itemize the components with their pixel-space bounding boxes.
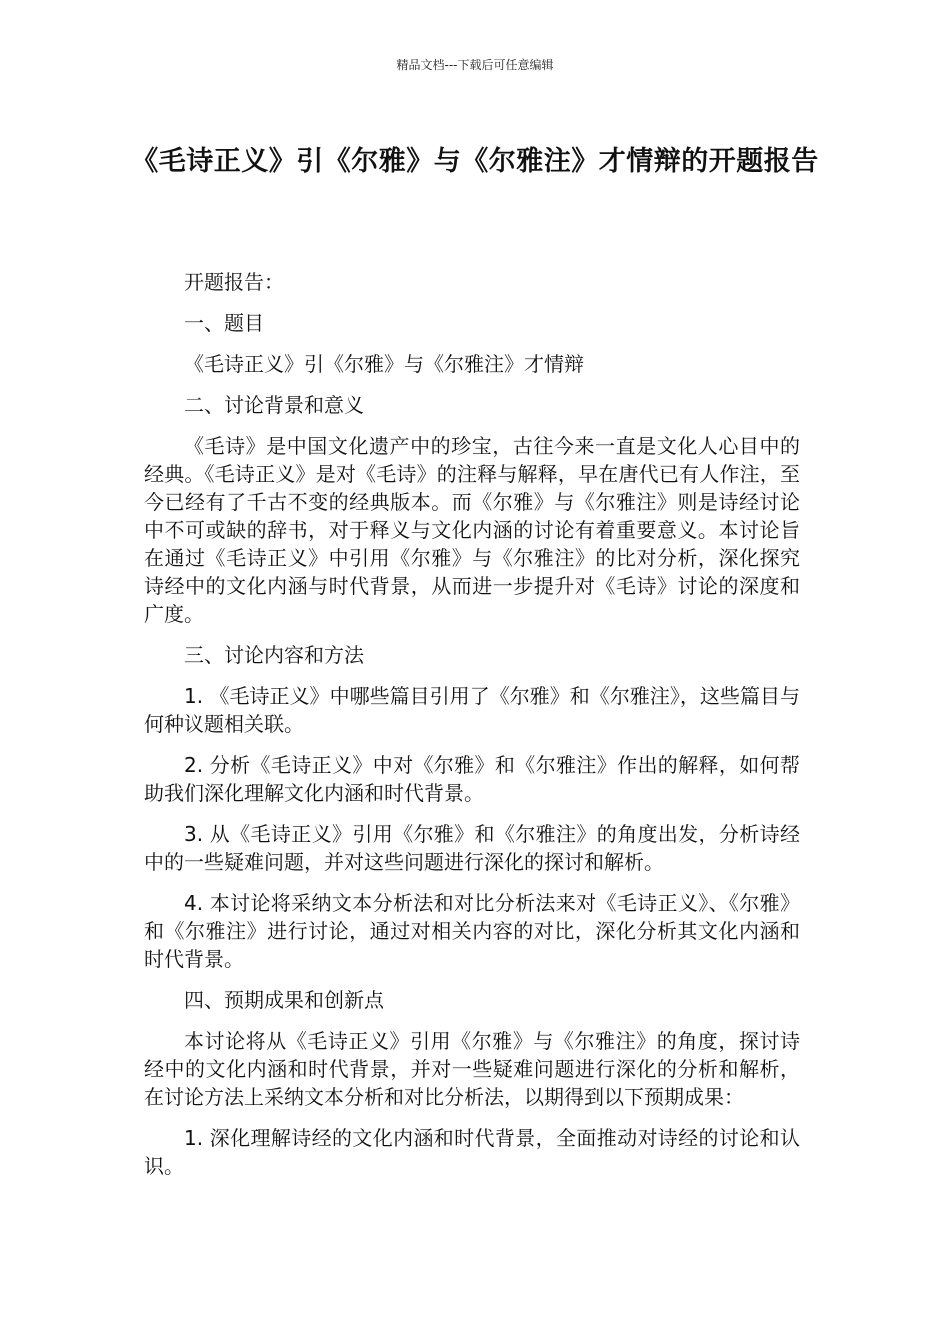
section-heading-topic: 一、题目 xyxy=(184,311,264,335)
outcome-item-1: 1. 深化理解诗经的文化内涵和时代背景，全面推动对诗经的讨论和认识。 xyxy=(144,1126,800,1178)
list-item-2: 2. 分析《毛诗正义》中对《尔雅》和《尔雅注》作出的解释，如何帮助我们深化理解文化内涵和时代背景。 xyxy=(144,753,800,805)
document-body xyxy=(144,268,800,1180)
section-heading-background: 二、讨论背景和意义 xyxy=(184,393,364,417)
section-heading-outcomes: 四、预期成果和创新点 xyxy=(184,988,384,1012)
list-item-3: 3. 从《毛诗正义》引用《尔雅》和《尔雅注》的角度出发，分析诗经中的一些疑难问题，并对这些问题进行深化的探讨和解析。 xyxy=(144,822,800,874)
list-item-1: 1. 《毛诗正义》中哪些篇目引用了《尔雅》和《尔雅注》，这些篇目与何种议题相关联。 xyxy=(144,684,800,736)
section-heading-content: 三、讨论内容和方法 xyxy=(184,643,364,667)
document-title: 《毛诗正义》引《尔雅》与《尔雅注》才情辩的开题报告 xyxy=(131,146,819,177)
paragraph-report-label: 开题报告： xyxy=(184,270,284,294)
header-note: 精品文档---下载后可任意编辑 xyxy=(396,58,554,72)
paragraph-background: 《毛诗》是中国文化遗产中的珍宝，古往今来一直是文化人心目中的经典。《毛诗正义》是对《毛诗》的注释与解释，早在唐代已有人作注，至今已经有了千古不变的经典版本。而《尔雅》与《尔雅注》则是诗经讨论中不可或缺的辞书，对于释义与文化内涵的讨论有着重要意义。本讨论旨在通过《毛诗正义》中引用《尔雅》与《尔雅注》的比对分析，深化探究诗经中的文化内涵与时代背景，从而进一步提升对《毛诗》讨论的深度和广度。 xyxy=(144,434,800,626)
paragraph-topic: 《毛诗正义》引《尔雅》与《尔雅注》才情辩 xyxy=(184,352,584,376)
paragraph-outcomes: 本讨论将从《毛诗正义》引用《尔雅》与《尔雅注》的角度，探讨诗经中的文化内涵和时代背景，并对一些疑难问题进行深化的分析和解析，在讨论方法上采纳文本分析和对比分析法，以期得到以下预期成果： xyxy=(144,1029,800,1109)
list-item-4: 4. 本讨论将采纳文本分析法和对比分析法来对《毛诗正义》、《尔雅》和《尔雅注》进行讨论，通过对相关内容的对比，深化分析其文化内涵和时代背景。 xyxy=(144,891,800,971)
